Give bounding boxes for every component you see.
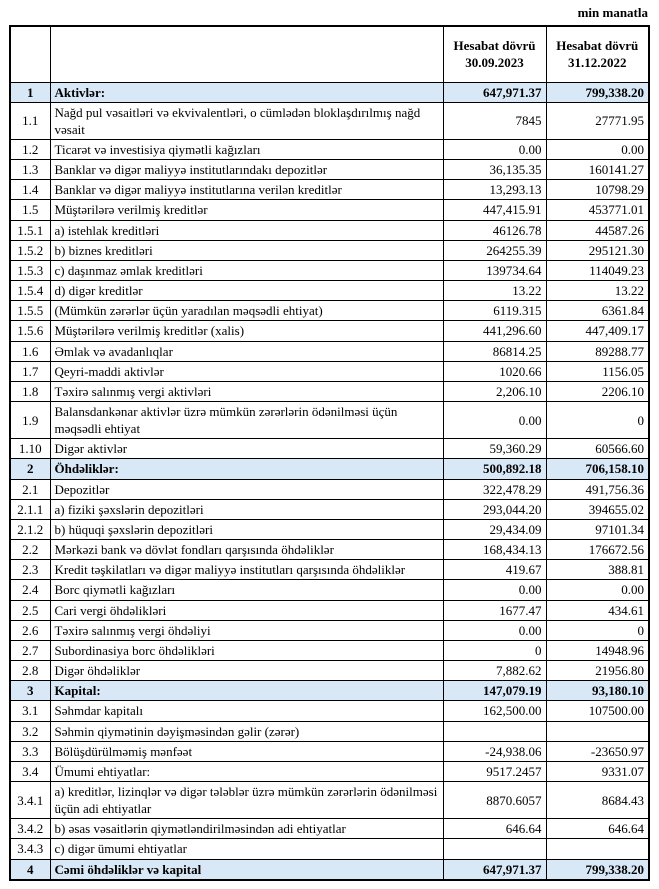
- row-value-current: 447,415.91: [443, 200, 546, 220]
- header-period-current-date: 30.09.2023: [465, 55, 524, 71]
- row-value-current: 647,971.37: [443, 82, 546, 102]
- table-row: [10, 341, 649, 361]
- row-value-prior: 176672.56: [546, 540, 649, 560]
- row-value-current: 0.00: [443, 580, 546, 600]
- table-row: [10, 859, 649, 880]
- table-row: [10, 459, 649, 479]
- row-number: 1.5.3: [10, 260, 50, 280]
- row-value-prior: 434.61: [546, 600, 649, 620]
- row-label: (Mümkün zərərlər üçün yaradılan məqsədli ehtiyat): [50, 301, 443, 321]
- table-row: [10, 620, 649, 640]
- table-row: [10, 82, 649, 102]
- row-number: 4: [10, 859, 50, 880]
- row-value-current: 264255.39: [443, 240, 546, 260]
- row-value-prior: 93,180.10: [546, 681, 649, 701]
- row-value-current: 647,971.37: [443, 859, 546, 880]
- row-label: Müştərilərə verilmiş kreditlər: [50, 200, 443, 220]
- row-value-current: 46126.78: [443, 220, 546, 240]
- row-value-current: 322,478.29: [443, 479, 546, 499]
- row-value-prior: 114049.23: [546, 260, 649, 280]
- table-row: [10, 220, 649, 240]
- row-number: 2.3: [10, 560, 50, 580]
- row-value-current: 7845: [443, 102, 546, 139]
- table-row: [10, 839, 649, 859]
- table-row: [10, 781, 649, 818]
- row-number: 3.4.1: [10, 781, 50, 818]
- row-value-current: [443, 839, 546, 859]
- table-row: [10, 819, 649, 839]
- row-number: 1.5.1: [10, 220, 50, 240]
- table-row: [10, 260, 649, 280]
- row-label: Borc qiymətli kağızları: [50, 580, 443, 600]
- row-label: Aktivlər:: [50, 82, 443, 102]
- table-row: [10, 701, 649, 721]
- table-row: [10, 681, 649, 701]
- table-row: [10, 321, 649, 341]
- table-row: [10, 721, 649, 741]
- row-label: a) kreditlər, lizinqlər və digər tələblər üzrə mümkün zərərlərin ödənilməsi üçün adi ehtiyatlar: [50, 781, 443, 818]
- row-label: Təxirə salınmış vergi öhdəliyi: [50, 620, 443, 640]
- table-body: [10, 82, 649, 880]
- row-value-prior: 706,158.10: [546, 459, 649, 479]
- row-value-current: 29,434.09: [443, 519, 546, 539]
- header-period-prior: [546, 26, 649, 82]
- row-value-prior: [546, 839, 649, 859]
- row-value-prior: 21956.80: [546, 661, 649, 681]
- row-value-prior: 0: [546, 402, 649, 439]
- row-value-prior: 646.64: [546, 819, 649, 839]
- row-value-current: 293,044.20: [443, 499, 546, 519]
- unit-note: min manatla: [577, 5, 648, 20]
- row-value-current: 36,135.35: [443, 160, 546, 180]
- row-value-current: 59,360.29: [443, 439, 546, 459]
- row-number: 2.1: [10, 479, 50, 499]
- row-number: 3: [10, 681, 50, 701]
- row-label: b) biznes kreditləri: [50, 240, 443, 260]
- row-number: 2.6: [10, 620, 50, 640]
- row-value-current: 8870.6057: [443, 781, 546, 818]
- row-number: 1.10: [10, 439, 50, 459]
- row-label: d) digər kreditlər: [50, 281, 443, 301]
- row-number: 1.9: [10, 402, 50, 439]
- table-row: [10, 499, 649, 519]
- row-value-prior: 0.00: [546, 580, 649, 600]
- row-value-prior: [546, 721, 649, 741]
- row-value-current: 646.64: [443, 819, 546, 839]
- table-row: [10, 139, 649, 159]
- table-row: [10, 560, 649, 580]
- row-label: Qeyri-maddi aktivlər: [50, 361, 443, 381]
- row-value-current: 9517.2457: [443, 761, 546, 781]
- row-value-current: -24,938.06: [443, 741, 546, 761]
- row-label: Səhmin qiymətinin dəyişməsindən gəlir (zərər): [50, 721, 443, 741]
- table-row: [10, 580, 649, 600]
- row-value-current: 1677.47: [443, 600, 546, 620]
- balance-sheet-table: [9, 25, 650, 881]
- row-value-current: 0.00: [443, 402, 546, 439]
- row-value-prior: 10798.29: [546, 180, 649, 200]
- table-row: [10, 402, 649, 439]
- row-number: 1.6: [10, 341, 50, 361]
- row-label: Cəmi öhdəliklər və kapital: [50, 859, 443, 880]
- row-label: Kapital:: [50, 681, 443, 701]
- row-value-prior: 1156.05: [546, 361, 649, 381]
- row-label: Öhdəliklər:: [50, 459, 443, 479]
- row-label: Nağd pul vəsaitləri və ekvivalentləri, o cümlədən bloklaşdırılmış nağd vəsait: [50, 102, 443, 139]
- row-value-current: 139734.64: [443, 260, 546, 280]
- row-label: b) əsas vəsaitlərin qiymətləndirilməsindən adi ehtiyatlar: [50, 819, 443, 839]
- row-value-current: 13.22: [443, 281, 546, 301]
- row-value-current: 168,434.13: [443, 540, 546, 560]
- row-number: 2.1.1: [10, 499, 50, 519]
- row-number: 1.5: [10, 200, 50, 220]
- row-number: 1.5.4: [10, 281, 50, 301]
- header-period-prior-date: 31.12.2022: [568, 55, 627, 71]
- row-number: 1.5.2: [10, 240, 50, 260]
- row-value-current: 1020.66: [443, 361, 546, 381]
- row-number: 1.5.6: [10, 321, 50, 341]
- row-label: Balansdankənar aktivlər üzrə mümkün zərərlərin ödənilməsi üçün məqsədli ehtiyat: [50, 402, 443, 439]
- row-value-prior: -23650.97: [546, 741, 649, 761]
- row-number: 3.4.2: [10, 819, 50, 839]
- row-label: a) fiziki şəxslərin depozitləri: [50, 499, 443, 519]
- row-value-prior: 160141.27: [546, 160, 649, 180]
- table-row: [10, 281, 649, 301]
- table-row: [10, 540, 649, 560]
- row-value-current: 500,892.18: [443, 459, 546, 479]
- row-number: 2.8: [10, 661, 50, 681]
- table-row: [10, 200, 649, 220]
- row-label: b) hüquqi şəxslərin depozitləri: [50, 519, 443, 539]
- row-label: Kredit təşkilatları və digər maliyyə institutları qarşısında öhdəliklər: [50, 560, 443, 580]
- header-period-current: [443, 26, 546, 82]
- row-label: Digər aktivlər: [50, 439, 443, 459]
- row-value-current: 162,500.00: [443, 701, 546, 721]
- row-number: 2: [10, 459, 50, 479]
- row-label: Cari vergi öhdəlikləri: [50, 600, 443, 620]
- table-row: [10, 381, 649, 401]
- row-value-current: 0.00: [443, 139, 546, 159]
- row-value-current: 6119.315: [443, 301, 546, 321]
- header-label-col: [50, 26, 443, 82]
- table-row: [10, 439, 649, 459]
- row-value-prior: 27771.95: [546, 102, 649, 139]
- row-label: Əmlak və avadanlıqlar: [50, 341, 443, 361]
- row-label: Bölüşdürülməmiş mənfəət: [50, 741, 443, 761]
- row-label: Səhmdar kapitalı: [50, 701, 443, 721]
- row-number: 3.4: [10, 761, 50, 781]
- table-row: [10, 661, 649, 681]
- row-value-prior: 0: [546, 620, 649, 640]
- row-number: 1.5.5: [10, 301, 50, 321]
- row-label: Subordinasiya borc öhdəlikləri: [50, 640, 443, 660]
- row-label: Depozitlər: [50, 479, 443, 499]
- row-label: a) istehlak kreditləri: [50, 220, 443, 240]
- row-value-prior: 388.81: [546, 560, 649, 580]
- table-row: [10, 102, 649, 139]
- row-value-prior: 394655.02: [546, 499, 649, 519]
- row-label: Ümumi ehtiyatlar:: [50, 761, 443, 781]
- header-number-col: [10, 26, 50, 82]
- row-number: 1: [10, 82, 50, 102]
- table-row: [10, 741, 649, 761]
- row-label: Təxirə salınmış vergi aktivləri: [50, 381, 443, 401]
- row-value-prior: 295121.30: [546, 240, 649, 260]
- table-row: [10, 361, 649, 381]
- row-value-prior: 447,409.17: [546, 321, 649, 341]
- row-number: 1.1: [10, 102, 50, 139]
- table-row: [10, 160, 649, 180]
- row-number: 1.7: [10, 361, 50, 381]
- table-row: [10, 240, 649, 260]
- header-period-current-title: Hesabat dövrü: [453, 38, 536, 54]
- table-row: [10, 761, 649, 781]
- row-label: Banklar və digər maliyyə institutlarına verilən kreditlər: [50, 180, 443, 200]
- row-number: 3.4.3: [10, 839, 50, 859]
- row-label: c) daşınmaz əmlak kreditləri: [50, 260, 443, 280]
- row-value-prior: 9331.07: [546, 761, 649, 781]
- table-row: [10, 519, 649, 539]
- row-number: 3.2: [10, 721, 50, 741]
- row-value-prior: 2206.10: [546, 381, 649, 401]
- row-value-prior: 6361.84: [546, 301, 649, 321]
- row-number: 3.3: [10, 741, 50, 761]
- row-number: 2.2: [10, 540, 50, 560]
- row-value-current: 13,293.13: [443, 180, 546, 200]
- row-value-current: 419.67: [443, 560, 546, 580]
- row-number: 1.8: [10, 381, 50, 401]
- row-label: Müştərilərə verilmiş kreditlər (xalis): [50, 321, 443, 341]
- row-value-prior: 453771.01: [546, 200, 649, 220]
- row-value-prior: 89288.77: [546, 341, 649, 361]
- row-value-prior: 799,338.20: [546, 82, 649, 102]
- row-number: 1.4: [10, 180, 50, 200]
- row-label: Banklar və digər maliyyə institutlarındakı depozitlər: [50, 160, 443, 180]
- row-value-current: 2,206.10: [443, 381, 546, 401]
- row-label: c) digər ümumi ehtiyatlar: [50, 839, 443, 859]
- row-label: Digər öhdəliklər: [50, 661, 443, 681]
- row-number: 2.5: [10, 600, 50, 620]
- table-row: [10, 301, 649, 321]
- row-value-current: 0: [443, 640, 546, 660]
- table-row: [10, 640, 649, 660]
- row-value-prior: 97101.34: [546, 519, 649, 539]
- row-value-prior: 8684.43: [546, 781, 649, 818]
- table-header-row: [10, 26, 649, 82]
- row-label: Ticarət və investisiya qiymətli kağızları: [50, 139, 443, 159]
- header-period-prior-title: Hesabat dövrü: [556, 38, 639, 54]
- row-value-prior: 14948.96: [546, 640, 649, 660]
- row-value-prior: 60566.60: [546, 439, 649, 459]
- row-number: 2.1.2: [10, 519, 50, 539]
- row-value-current: 0.00: [443, 620, 546, 640]
- row-value-current: 441,296.60: [443, 321, 546, 341]
- row-value-prior: 491,756.36: [546, 479, 649, 499]
- row-number: 3.1: [10, 701, 50, 721]
- row-number: 2.7: [10, 640, 50, 660]
- row-value-current: 7,882.62: [443, 661, 546, 681]
- row-value-prior: 13.22: [546, 281, 649, 301]
- row-value-prior: 799,338.20: [546, 859, 649, 880]
- table-row: [10, 479, 649, 499]
- row-value-current: 86814.25: [443, 341, 546, 361]
- row-value-prior: 44587.26: [546, 220, 649, 240]
- row-value-current: [443, 721, 546, 741]
- table-row: [10, 600, 649, 620]
- row-value-current: 147,079.19: [443, 681, 546, 701]
- row-number: 2.4: [10, 580, 50, 600]
- row-number: 1.3: [10, 160, 50, 180]
- row-value-prior: 0.00: [546, 139, 649, 159]
- row-value-prior: 107500.00: [546, 701, 649, 721]
- table-row: [10, 180, 649, 200]
- row-number: 1.2: [10, 139, 50, 159]
- row-label: Mərkəzi bank və dövlət fondları qarşısında öhdəliklər: [50, 540, 443, 560]
